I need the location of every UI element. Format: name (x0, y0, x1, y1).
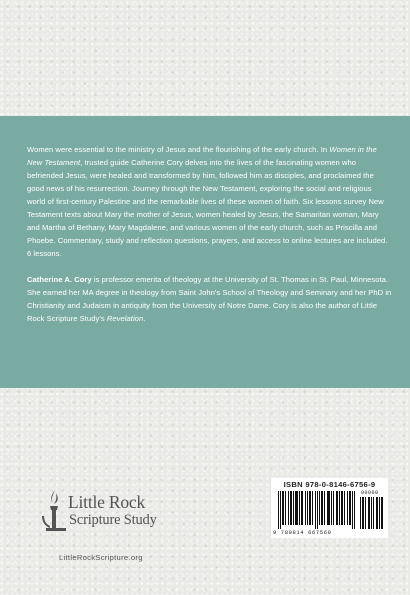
price-addon-number: 90000 (361, 490, 379, 496)
isbn-barcode (271, 478, 388, 538)
isbn-number: ISBN 978-0-8146-6756-9 (283, 480, 376, 489)
ean-barcode (277, 491, 357, 529)
logo-text-scripture-study: Scripture Study (69, 512, 157, 528)
barcode-digits: 9 780814 667569 (273, 529, 332, 536)
publisher-website: LittleRockScripture.org (59, 553, 143, 562)
publisher-logo (40, 488, 200, 534)
book-description: Women were essential to the ministry of Jesus and the flourishing of the early church. In Women in the New Testament, trusted guide Catherine Cory delves into the lives of the fascinating women who befriended Jesus, were healed and transformed by him, followed him as disciples, and proclaimed the good news of his resurrection. Journey through the New Testament, exploring the social and religious world of first-century Palestine and the remarkable lives of these women of faith. Six lessons survey New Testament texts about Mary the mother of Jesus, women healed by Jesus, the Samaritan woman, Mary and Martha of Bethany, Mary Magdalene, and various women of the early church, such as Priscilla and Phoebe. Commentary, study and reflection questions, prayers, and access to online lectures are included. 6 lessons. (27, 145, 388, 258)
back-cover-description-panel (0, 116, 410, 388)
book-title: Women in the New Testament (27, 145, 377, 167)
lamp-flame-icon (40, 488, 68, 534)
logo-text-little-rock: Little Rock (68, 492, 146, 512)
author-bio: Catherine A. Cory is professor emerita of theology at the University of St. Thomas in St. Paul, Minnesota. She earned her MA degree in theology from Saint John's School of Theology and Seminary and her PhD in Christianity and Judaism in antiquity from the University of Notre Dame. Cory is also the author of Little Rock Scripture Study's Revelation. (27, 275, 392, 323)
author-name: Catherine A. Cory (27, 275, 92, 284)
related-book-title: Revelation (106, 314, 144, 323)
addon-barcode (359, 491, 385, 529)
